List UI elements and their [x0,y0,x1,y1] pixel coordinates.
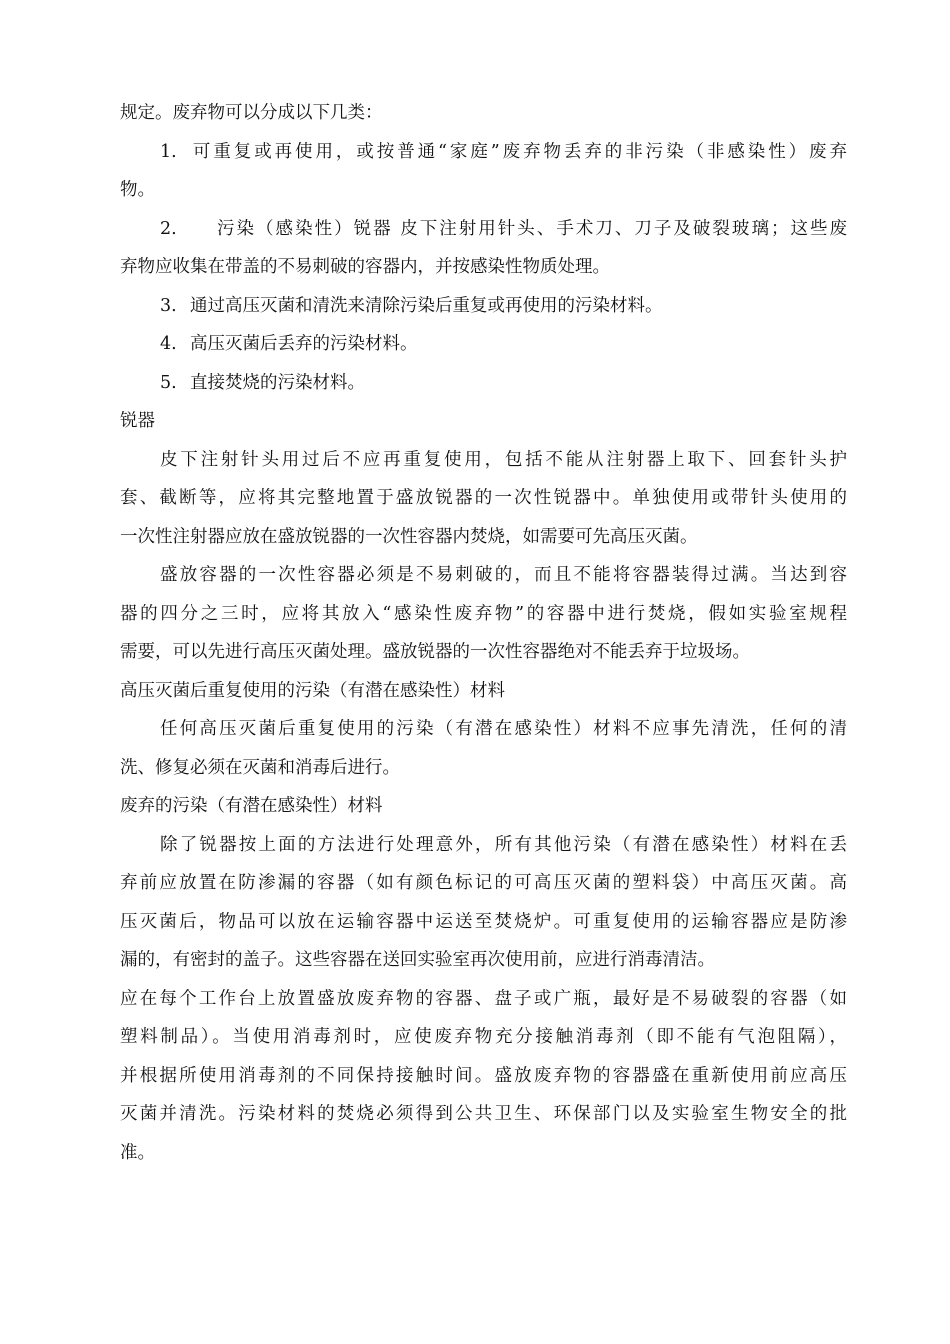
list-number: 2. [160,218,177,239]
list-item-text: 直接焚烧的污染材料。 [190,372,365,393]
paragraph-line: 盛放容器的一次性容器必须是不易刺破的，而且不能将容器装得过满。当达到容 [160,565,847,585]
paragraph-line: 压灭菌后，物品可以放在运输容器中运送至焚烧炉。可重复使用的运输容器应是防渗 [120,911,847,932]
list-item-1 [120,133,847,172]
section-heading-discard: 废弃的污染（有潜在感染性）材料 [120,796,383,816]
paragraph-line: 应在每个工作台上放置盛放废弃物的容器、盘子或广瓶，最好是不易破裂的容器（如 [120,988,847,1009]
text-line: 规定。废弃物可以分成以下几类： [120,103,383,123]
paragraph-line: 一次性注射器应放在盛放锐器的一次性容器内焚烧，如需要可先高压灭菌。 [120,526,698,547]
list-item-5 [120,364,847,403]
paragraph-line: 弃前应放置在防渗漏的容器（如有颜色标记的可高压灭菌的塑料袋）中高压灭菌。高 [120,873,847,893]
paragraph-line: 套、截断等，应将其完整地置于盛放锐器的一次性锐器中。单独使用或带针头使用的 [120,488,847,508]
paragraph-line: 洗、修复必须在灭菌和消毒后进行。 [120,757,400,778]
list-number: 4. [160,334,177,354]
paragraph-line: 漏的，有密封的盖子。这些容器在送回实验室再次使用前，应进行消毒清洁。 [120,950,715,970]
list-item-4 [120,325,847,364]
list-item-2 [120,210,847,249]
section-heading-sharps: 锐器 [120,411,155,431]
list-item-text: 可重复或再使用，或按普通“家庭”废弃物丢弃的非污染（非感染性）废弃 [190,141,847,162]
paragraph-line: 灭菌并清洗。污染材料的焚烧必须得到公共卫生、环保部门以及实验室生物安全的批 [120,1104,847,1124]
list-item-text: 污染（感染性）锐器 皮下注射用针头、手术刀、刀子及破裂玻璃；这些废 [215,218,847,239]
list-number: 1. [160,141,177,162]
list-item-text: 高压灭菌后丢弃的污染材料。 [190,334,418,354]
paragraph-line: 除了锐器按上面的方法进行处理意外，所有其他污染（有潜在感染性）材料在丢 [160,834,847,855]
paragraph-line: 皮下注射针头用过后不应再重复使用，包括不能从注射器上取下、回套针头护 [160,449,847,470]
paragraph-line: 任何高压灭菌后重复使用的污染（有潜在感染性）材料不应事先清洗，任何的清 [160,719,847,739]
list-number: 3. [160,295,177,316]
paragraph-line: 并根据所使用消毒剂的不同保持接触时间。盛放废弃物的容器盛在重新使用前应高压 [120,1065,847,1086]
text-line: 弃物应收集在带盖的不易刺破的容器内，并按感染性物质处理。 [120,257,610,277]
paragraph-line: 器的四分之三时，应将其放入“感染性废弃物”的容器中进行焚烧，假如实验室规程 [120,603,847,624]
paragraph-line: 塑料制品）。当使用消毒剂时，应使废弃物充分接触消毒剂（即不能有气泡阻隔）， [120,1027,847,1047]
section-heading-reuse: 高压灭菌后重复使用的污染（有潜在感染性）材料 [120,680,505,701]
text-line: 物。 [120,180,155,200]
list-item-3 [120,287,847,326]
list-number: 5. [160,372,177,393]
list-item-text: 通过高压灭菌和清洗来清除污染后重复或再使用的污染材料。 [190,295,663,316]
paragraph-line: 需要，可以先进行高压灭菌处理。盛放锐器的一次性容器绝对不能丢弃于垃圾场。 [120,642,750,662]
paragraph-line: 准。 [120,1142,155,1163]
